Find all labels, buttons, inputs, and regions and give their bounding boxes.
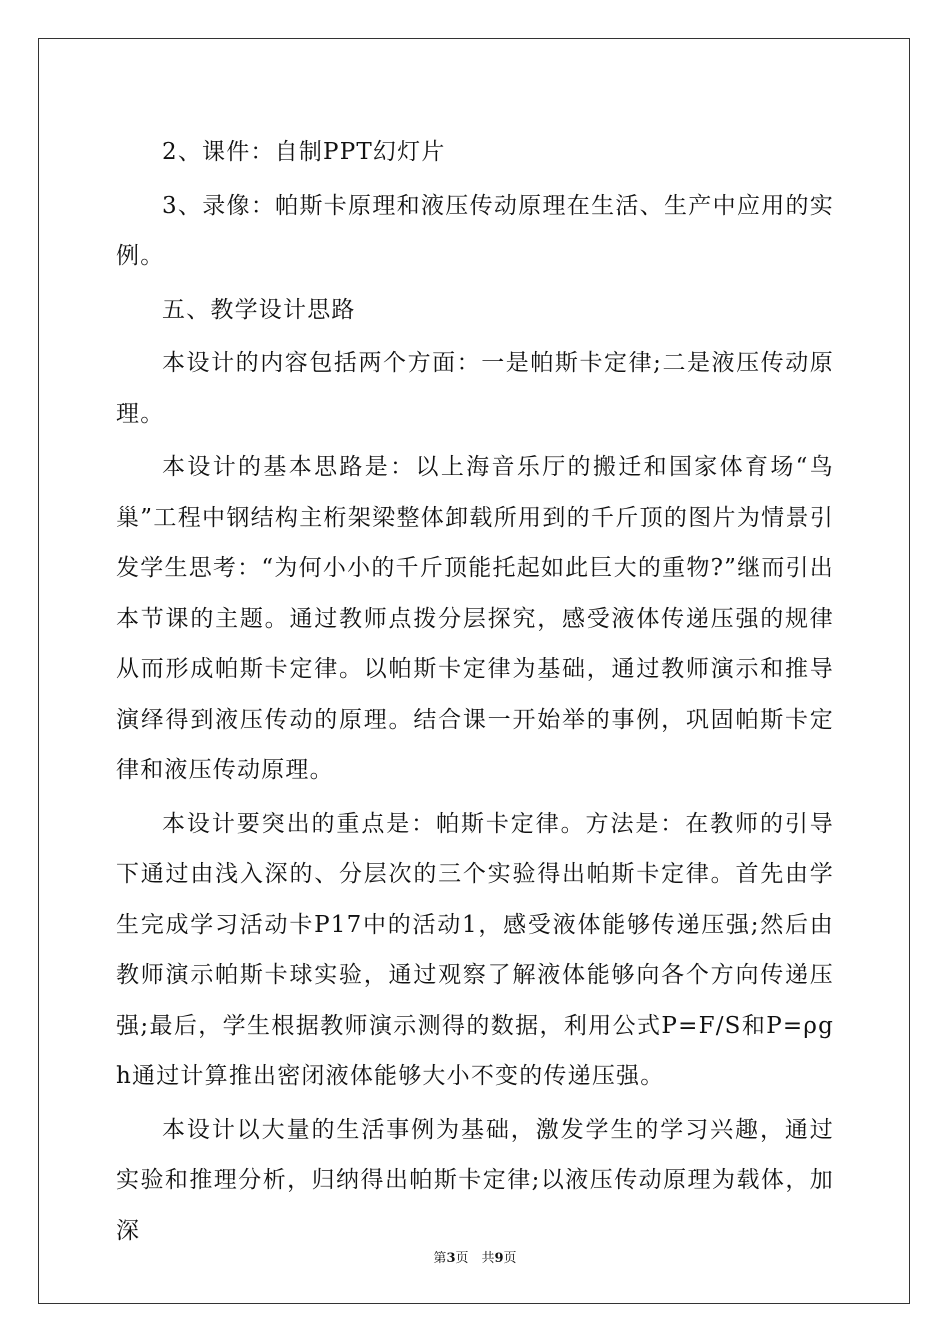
footer-current-page: 3 <box>446 1251 456 1266</box>
footer-middle: 页 共 <box>455 1251 495 1266</box>
paragraph-courseware: 2、课件：自制PPT幻灯片 <box>162 139 446 165</box>
footer-prefix: 第 <box>433 1251 447 1266</box>
paragraph-video: 3、录像：帕斯卡原理和液压传动原理在生活、生产中应用的实例。 <box>116 192 834 269</box>
paragraph-key-point: 本设计要突出的重点是：帕斯卡定律。方法是：在教师的引导下通过由浅入深的、分层次的三个实验得出帕斯卡定律。首先由学生完成学习活动卡P17中的活动1，感受液体能够传递压强;然后由教师演示帕斯卡球实验，通过观察了解液体能够向各个方向传递压强;最后，学生根据教师演示测得的数据，利用公式P=F/S和P=ρgh通过计算推出密闭液体能够大小不变的传递压强。 <box>116 810 834 1089</box>
paragraph-conclusion: 本设计以大量的生活事例为基础，激发学生的学习兴趣，通过实验和推理分析，归纳得出帕斯卡定律;以液压传动原理为载体，加深 <box>116 1116 834 1244</box>
footer-total-pages: 9 <box>494 1251 504 1266</box>
paragraph-design-content: 本设计的内容包括两个方面：一是帕斯卡定律;二是液压传动原理。 <box>116 350 834 427</box>
paragraph-basic-idea: 本设计的基本思路是：以上海音乐厅的搬迁和国家体育场“鸟巢”工程中钢结构主桁架梁整体卸载所用到的千斤顶的图片为情景引发学生思考：“为何小小的千斤顶能托起如此巨大的重物?”继而引出本节课的主题。通过教师点拨分层探究，感受液体传递压强的规律从而形成帕斯卡定律。以帕斯卡定律为基础，通过教师演示和推导演绎得到液压传动的原理。结合课一开始举的事例，巩固帕斯卡定律和液压传动原理。 <box>116 454 834 783</box>
section-heading-design-idea: 五、教学设计思路 <box>162 296 356 323</box>
page-footer <box>0 1247 950 1266</box>
document-body <box>116 127 834 1259</box>
footer-suffix: 页 <box>503 1251 517 1266</box>
